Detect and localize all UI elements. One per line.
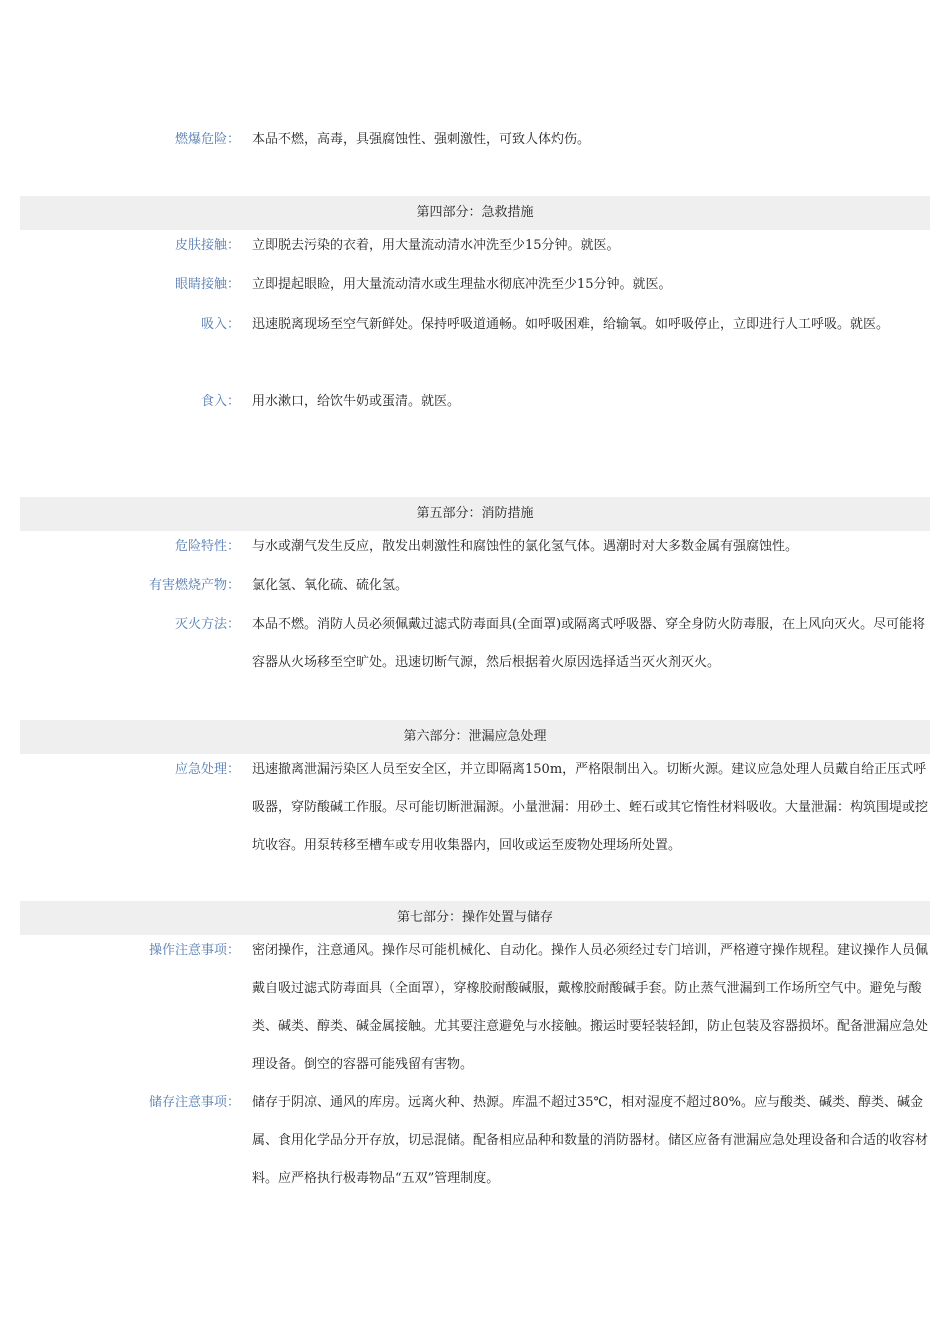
combustion-products-label: 有害燃烧产物： (148, 578, 240, 593)
handling-precautions-label: 操作注意事项： (148, 943, 240, 958)
section-5-title: 第五部分：消防措施 (416, 506, 534, 521)
section-7-header (20, 901, 930, 935)
handling-precautions-value: 密闭操作，注意通风。操作尽可能机械化、自动化。操作人员必须经过专门培训，严格遵守操作规程。建议操作人员佩戴自吸过滤式防毒面具（全面罩），穿橡胶耐酸碱服，戴橡胶耐酸碱手套。防止蒸气泄漏到工作场所空气中。避免与酸类、碱类、醇类、碱金属接触。尤其要注意避免与水接触。搬运时要轻装轻卸，防止包装及容器损坏。配备泄漏应急处理设备。倒空的容器可能残留有害物。 (252, 943, 929, 1072)
section-6-title: 第六部分：泄漏应急处理 (403, 729, 547, 744)
storage-precautions-label: 储存注意事项： (148, 1095, 240, 1110)
section-7-title: 第七部分：操作处置与储存 (396, 910, 553, 925)
section-4-header (20, 196, 930, 230)
skin-contact-value: 立即脱去污染的衣着，用大量流动清水冲洗至少15分钟。就医。 (252, 238, 620, 253)
eye-contact-value: 立即提起眼睑，用大量流动清水或生理盐水彻底冲洗至少15分钟。就医。 (252, 277, 672, 292)
emergency-handling-label: 应急处理： (174, 762, 240, 777)
extinguishing-method-label: 灭火方法： (174, 617, 240, 632)
ingestion-label: 食入： (200, 394, 240, 409)
section-4-title: 第四部分：急救措施 (416, 205, 534, 220)
emergency-handling-value: 迅速撤离泄漏污染区人员至安全区，并立即隔离150m，严格限制出入。切断火源。建议应急处理人员戴自给正压式呼吸器，穿防酸碱工作服。尽可能切断泄漏源。小量泄漏：用砂土、蛭石或其它惰性材料吸收。大量泄漏：构筑围堤或挖坑收容。用泵转移至槽车或专用收集器内，回收或运至废物处理场所处置。 (252, 762, 929, 853)
fire-hazard-value: 本品不燃，高毒，具强腐蚀性、强刺激性，可致人体灼伤。 (252, 132, 591, 147)
hazard-property-label: 危险特性： (174, 539, 240, 554)
section-5-header (20, 497, 930, 531)
storage-precautions-value: 储存于阴凉、通风的库房。远离火种、热源。库温不超过35℃，相对湿度不超过80%。应与酸类、碱类、醇类、碱金属、食用化学品分开存放，切忌混储。配备相应品种和数量的消防器材。储区应备有泄漏应急处理设备和合适的收容材料。应严格执行极毒物品“五双”管理制度。 (252, 1095, 929, 1186)
inhalation-label: 吸入： (200, 317, 240, 332)
eye-contact-label: 眼睛接触： (174, 277, 240, 292)
inhalation-value: 迅速脱离现场至空气新鲜处。保持呼吸道通畅。如呼吸困难，给输氧。如呼吸停止，立即进行人工呼吸。就医。 (252, 317, 890, 332)
extinguishing-method-value: 本品不燃。消防人员必须佩戴过滤式防毒面具(全面罩)或隔离式呼吸器、穿全身防火防毒服，在上风向灭火。尽可能将容器从火场移至空旷处。迅速切断气源，然后根据着火原因选择适当灭火剂灭火。 (252, 617, 926, 670)
fire-hazard-label: 燃爆危险： (174, 132, 240, 147)
hazard-property-value: 与水或潮气发生反应，散发出刺激性和腐蚀性的氯化氢气体。遇潮时对大多数金属有强腐蚀性。 (252, 539, 799, 554)
section-6-header (20, 720, 930, 754)
ingestion-value: 用水漱口，给饮牛奶或蛋清。就医。 (252, 394, 461, 409)
combustion-products-value: 氯化氢、氧化硫、硫化氢。 (252, 578, 409, 593)
skin-contact-label: 皮肤接触： (174, 238, 240, 253)
